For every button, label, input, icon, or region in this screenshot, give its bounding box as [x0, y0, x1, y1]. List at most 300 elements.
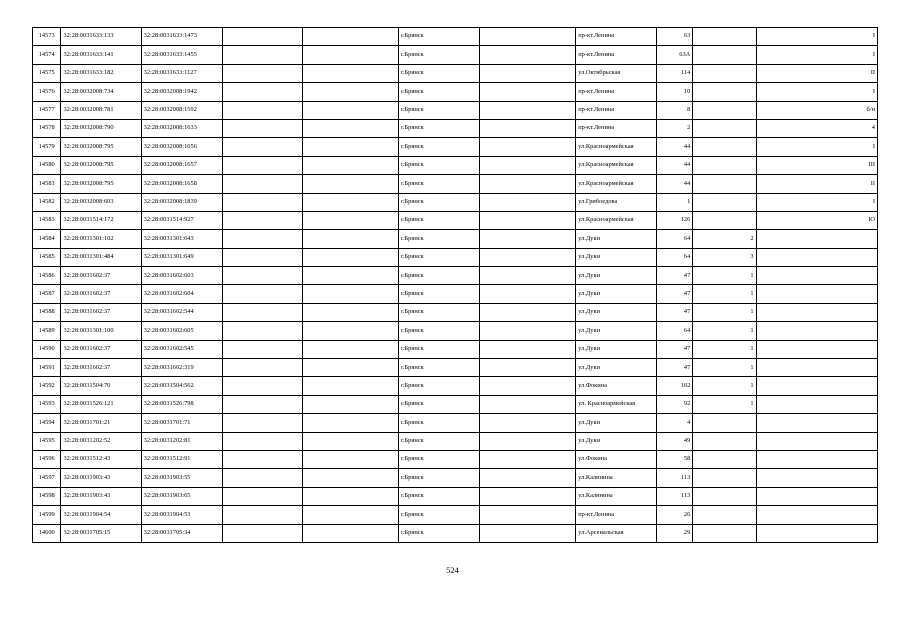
empty-cell: [303, 64, 399, 82]
row-number: 14594: [33, 414, 61, 432]
empty-cell: [303, 524, 399, 542]
city: г.Брянск: [399, 340, 480, 358]
empty-cell: [222, 193, 302, 211]
cadastral-parcel: 32:28:0031633:133: [61, 28, 141, 46]
building-number: [756, 414, 877, 432]
cadastral-parcel: 32:28:0031633:182: [61, 64, 141, 82]
row-number: 14587: [33, 285, 61, 303]
cadastral-parcel: 32:28:0031301:102: [61, 230, 141, 248]
empty-cell: [222, 46, 302, 64]
empty-cell: [303, 377, 399, 395]
table-row: [33, 340, 878, 358]
empty-cell: [222, 524, 302, 542]
building-number: [756, 285, 877, 303]
empty-cell: [222, 395, 302, 413]
house-number: 47: [657, 340, 693, 358]
building-number: I: [756, 138, 877, 156]
building-number: [756, 340, 877, 358]
city: г.Брянск: [399, 46, 480, 64]
table-row: [33, 303, 878, 321]
unit-number: [693, 119, 756, 137]
cadastral-parcel: 32:28:0032008:795: [61, 138, 141, 156]
empty-cell: [222, 487, 302, 505]
empty-cell: [480, 340, 576, 358]
unit-number: [693, 101, 756, 119]
empty-cell: [222, 248, 302, 266]
city: г.Брянск: [399, 487, 480, 505]
city: г.Брянск: [399, 377, 480, 395]
empty-cell: [480, 359, 576, 377]
cadastral-object: 32:28:0031602:319: [141, 359, 222, 377]
page-number: 524: [446, 565, 459, 575]
building-number: [756, 248, 877, 266]
cadastral-parcel: 32:28:0031202:52: [61, 432, 141, 450]
empty-cell: [480, 64, 576, 82]
house-number: 26: [657, 506, 693, 524]
empty-cell: [303, 359, 399, 377]
street: ул.Дуки: [576, 303, 657, 321]
house-number: 64: [657, 230, 693, 248]
building-number: [756, 267, 877, 285]
street: ул.Октябрьская: [576, 64, 657, 82]
table-row: [33, 506, 878, 524]
city: г.Брянск: [399, 285, 480, 303]
unit-number: [693, 64, 756, 82]
street: ул.Красноармейская: [576, 138, 657, 156]
empty-cell: [303, 450, 399, 468]
table-row: [33, 414, 878, 432]
empty-cell: [222, 101, 302, 119]
empty-cell: [303, 193, 399, 211]
building-number: II: [756, 64, 877, 82]
city: г.Брянск: [399, 524, 480, 542]
row-number: 14583: [33, 211, 61, 229]
unit-number: [693, 211, 756, 229]
empty-cell: [303, 119, 399, 137]
cadastral-parcel: 32:28:0031705:15: [61, 524, 141, 542]
empty-cell: [303, 248, 399, 266]
empty-cell: [480, 156, 576, 174]
house-number: 4: [657, 414, 693, 432]
house-number: 44: [657, 138, 693, 156]
empty-cell: [480, 193, 576, 211]
house-number: 63А: [657, 46, 693, 64]
row-number: 14596: [33, 450, 61, 468]
cadastral-parcel: 32:28:0031602:37: [61, 267, 141, 285]
city: г.Брянск: [399, 64, 480, 82]
house-number: 10: [657, 83, 693, 101]
empty-cell: [303, 414, 399, 432]
empty-cell: [303, 156, 399, 174]
house-number: 92: [657, 395, 693, 413]
house-number: 47: [657, 285, 693, 303]
empty-cell: [303, 322, 399, 340]
empty-cell: [303, 340, 399, 358]
house-number: 64: [657, 248, 693, 266]
empty-cell: [480, 377, 576, 395]
building-number: II: [756, 175, 877, 193]
empty-cell: [222, 450, 302, 468]
empty-cell: [222, 28, 302, 46]
city: г.Брянск: [399, 267, 480, 285]
empty-cell: [480, 28, 576, 46]
building-number: [756, 377, 877, 395]
empty-cell: [222, 340, 302, 358]
empty-cell: [303, 303, 399, 321]
row-number: 14591: [33, 359, 61, 377]
cadastral-parcel: 32:28:0032008:781: [61, 101, 141, 119]
cadastral-parcel: 32:28:0031701:21: [61, 414, 141, 432]
unit-number: [693, 450, 756, 468]
empty-cell: [480, 524, 576, 542]
empty-cell: [480, 267, 576, 285]
unit-number: 1: [693, 303, 756, 321]
empty-cell: [303, 83, 399, 101]
cadastral-object: 32:28:0031514:927: [141, 211, 222, 229]
house-number: 49: [657, 432, 693, 450]
unit-number: 1: [693, 377, 756, 395]
row-number: 14589: [33, 322, 61, 340]
house-number: 44: [657, 156, 693, 174]
cadastral-object: 32:28:0031301:649: [141, 248, 222, 266]
cadastral-table: [32, 27, 878, 543]
unit-number: [693, 83, 756, 101]
empty-cell: [480, 506, 576, 524]
empty-cell: [480, 119, 576, 137]
cadastral-parcel: 32:28:0032008:795: [61, 156, 141, 174]
empty-cell: [303, 175, 399, 193]
street: ул.Арсенальская: [576, 524, 657, 542]
empty-cell: [222, 414, 302, 432]
street: ул.Красноармейская: [576, 211, 657, 229]
street: ул.Дуки: [576, 340, 657, 358]
cadastral-object: 32:28:0031705:34: [141, 524, 222, 542]
unit-number: [693, 46, 756, 64]
street: ул.Дуки: [576, 432, 657, 450]
cadastral-object: 32:28:0031701:71: [141, 414, 222, 432]
empty-cell: [480, 450, 576, 468]
row-number: 14599: [33, 506, 61, 524]
unit-number: [693, 414, 756, 432]
building-number: [756, 230, 877, 248]
table-row: [33, 175, 878, 193]
city: г.Брянск: [399, 119, 480, 137]
street: пр-кт.Ленина: [576, 46, 657, 64]
empty-cell: [222, 377, 302, 395]
cadastral-parcel: 32:28:0031301:100: [61, 322, 141, 340]
house-number: 1: [657, 193, 693, 211]
house-number: 64: [657, 322, 693, 340]
empty-cell: [222, 359, 302, 377]
empty-cell: [303, 285, 399, 303]
empty-cell: [480, 303, 576, 321]
cadastral-parcel: 32:28:0032008:790: [61, 119, 141, 137]
house-number: 113: [657, 469, 693, 487]
row-number: 14597: [33, 469, 61, 487]
table-row: [33, 322, 878, 340]
cadastral-object: 32:28:0032008:1633: [141, 119, 222, 137]
cadastral-object: 32:28:0031602:605: [141, 322, 222, 340]
cadastral-object: 32:28:0031504:562: [141, 377, 222, 395]
unit-number: [693, 28, 756, 46]
table-row: [33, 230, 878, 248]
empty-cell: [303, 487, 399, 505]
city: г.Брянск: [399, 359, 480, 377]
empty-cell: [480, 322, 576, 340]
street: ул.Дуки: [576, 414, 657, 432]
cadastral-object: 32:28:0031633:1127: [141, 64, 222, 82]
cadastral-object: 32:28:0032008:1657: [141, 156, 222, 174]
table-row: [33, 359, 878, 377]
empty-cell: [222, 83, 302, 101]
table-row: [33, 248, 878, 266]
building-number: [756, 359, 877, 377]
cadastral-parcel: 32:28:0031633:141: [61, 46, 141, 64]
unit-number: [693, 487, 756, 505]
table-body: [33, 28, 878, 543]
building-number: I: [756, 46, 877, 64]
house-number: 126: [657, 211, 693, 229]
table-row: [33, 487, 878, 505]
street: пр-кт.Ленина: [576, 83, 657, 101]
house-number: 114: [657, 64, 693, 82]
cadastral-parcel: 32:28:0031301:484: [61, 248, 141, 266]
city: г.Брянск: [399, 450, 480, 468]
row-number: 14574: [33, 46, 61, 64]
empty-cell: [222, 322, 302, 340]
cadastral-parcel: 32:28:0032008:734: [61, 83, 141, 101]
unit-number: 3: [693, 248, 756, 266]
cadastral-object: 32:28:0031602:603: [141, 267, 222, 285]
row-number: 14575: [33, 64, 61, 82]
cadastral-object: 32:28:0031526:798: [141, 395, 222, 413]
cadastral-object: 32:28:0031301:643: [141, 230, 222, 248]
empty-cell: [222, 432, 302, 450]
cadastral-parcel: 32:28:0031903:43: [61, 487, 141, 505]
empty-cell: [222, 211, 302, 229]
house-number: 44: [657, 175, 693, 193]
table-row: [33, 285, 878, 303]
empty-cell: [480, 138, 576, 156]
building-number: III: [756, 156, 877, 174]
cadastral-parcel: 32:28:0031602:37: [61, 285, 141, 303]
building-number: [756, 524, 877, 542]
city: г.Брянск: [399, 193, 480, 211]
empty-cell: [222, 469, 302, 487]
empty-cell: [222, 138, 302, 156]
table-row: [33, 469, 878, 487]
empty-cell: [480, 414, 576, 432]
table-row: [33, 64, 878, 82]
unit-number: [693, 506, 756, 524]
empty-cell: [222, 119, 302, 137]
unit-number: [693, 175, 756, 193]
row-number: 14573: [33, 28, 61, 46]
row-number: 14579: [33, 138, 61, 156]
unit-number: [693, 138, 756, 156]
table-row: [33, 119, 878, 137]
table-row: [33, 101, 878, 119]
cadastral-parcel: 32:28:0032008:603: [61, 193, 141, 211]
cadastral-object: 32:28:0031512:91: [141, 450, 222, 468]
row-number: 14600: [33, 524, 61, 542]
city: г.Брянск: [399, 414, 480, 432]
cadastral-parcel: 32:28:0031903:43: [61, 469, 141, 487]
house-number: 29: [657, 524, 693, 542]
street: пр-кт.Ленина: [576, 119, 657, 137]
empty-cell: [303, 101, 399, 119]
building-number: I: [756, 193, 877, 211]
city: г.Брянск: [399, 175, 480, 193]
cadastral-object: 32:28:0031903:55: [141, 469, 222, 487]
cadastral-parcel: 32:28:0031514:172: [61, 211, 141, 229]
unit-number: 1: [693, 340, 756, 358]
table-row: [33, 46, 878, 64]
building-number: 4: [756, 119, 877, 137]
table-row: [33, 432, 878, 450]
row-number: 14595: [33, 432, 61, 450]
table-row: [33, 450, 878, 468]
street: ул.Дуки: [576, 230, 657, 248]
empty-cell: [480, 101, 576, 119]
empty-cell: [303, 230, 399, 248]
unit-number: 1: [693, 322, 756, 340]
cadastral-parcel: 32:28:0031904:54: [61, 506, 141, 524]
building-number: [756, 469, 877, 487]
cadastral-object: 32:28:0032008:1656: [141, 138, 222, 156]
table-row: [33, 193, 878, 211]
unit-number: 1: [693, 285, 756, 303]
table-row: [33, 267, 878, 285]
row-number: 14593: [33, 395, 61, 413]
cadastral-object: 32:28:0032008:1839: [141, 193, 222, 211]
cadastral-parcel: 32:28:0031602:37: [61, 340, 141, 358]
row-number: 14584: [33, 230, 61, 248]
row-number: 14592: [33, 377, 61, 395]
empty-cell: [222, 175, 302, 193]
empty-cell: [480, 432, 576, 450]
city: г.Брянск: [399, 303, 480, 321]
house-number: 47: [657, 303, 693, 321]
empty-cell: [303, 46, 399, 64]
cadastral-object: 32:28:0031602:544: [141, 303, 222, 321]
empty-cell: [480, 211, 576, 229]
house-number: 47: [657, 359, 693, 377]
building-number: [756, 395, 877, 413]
row-number: 14581: [33, 175, 61, 193]
cadastral-parcel: 32:28:0032008:795: [61, 175, 141, 193]
city: г.Брянск: [399, 432, 480, 450]
row-number: 14578: [33, 119, 61, 137]
city: г.Брянск: [399, 322, 480, 340]
cadastral-object: 32:28:0031903:65: [141, 487, 222, 505]
cadastral-object: 32:28:0031602:545: [141, 340, 222, 358]
street: пр-кт.Ленина: [576, 101, 657, 119]
city: г.Брянск: [399, 138, 480, 156]
unit-number: 1: [693, 395, 756, 413]
cadastral-object: 32:28:0031633:1473: [141, 28, 222, 46]
row-number: 14580: [33, 156, 61, 174]
city: г.Брянск: [399, 395, 480, 413]
city: г.Брянск: [399, 211, 480, 229]
street: ул.Калинина: [576, 469, 657, 487]
cadastral-object: 32:28:0031904:53: [141, 506, 222, 524]
building-number: [756, 303, 877, 321]
row-number: 14576: [33, 83, 61, 101]
empty-cell: [480, 487, 576, 505]
building-number: б/н: [756, 101, 877, 119]
street: ул. Красноармейская: [576, 395, 657, 413]
empty-cell: [480, 248, 576, 266]
table-row: [33, 377, 878, 395]
row-number: 14590: [33, 340, 61, 358]
unit-number: [693, 193, 756, 211]
unit-number: [693, 432, 756, 450]
street: ул.Красноармейская: [576, 156, 657, 174]
unit-number: [693, 469, 756, 487]
empty-cell: [222, 230, 302, 248]
house-number: 113: [657, 487, 693, 505]
empty-cell: [480, 46, 576, 64]
cadastral-object: 32:28:0031202:81: [141, 432, 222, 450]
city: г.Брянск: [399, 230, 480, 248]
unit-number: 1: [693, 359, 756, 377]
house-number: 8: [657, 101, 693, 119]
cadastral-parcel: 32:28:0031512:43: [61, 450, 141, 468]
cadastral-parcel: 32:28:0031504:70: [61, 377, 141, 395]
street: ул.Дуки: [576, 248, 657, 266]
street: пр-кт.Ленина: [576, 28, 657, 46]
row-number: 14598: [33, 487, 61, 505]
empty-cell: [303, 395, 399, 413]
row-number: 14577: [33, 101, 61, 119]
empty-cell: [303, 469, 399, 487]
street: ул.Фокина: [576, 450, 657, 468]
empty-cell: [303, 211, 399, 229]
building-number: I: [756, 83, 877, 101]
row-number: 14588: [33, 303, 61, 321]
empty-cell: [222, 285, 302, 303]
table-row: [33, 395, 878, 413]
city: г.Брянск: [399, 83, 480, 101]
empty-cell: [303, 28, 399, 46]
row-number: 14582: [33, 193, 61, 211]
empty-cell: [480, 395, 576, 413]
building-number: I: [756, 28, 877, 46]
empty-cell: [222, 267, 302, 285]
empty-cell: [480, 469, 576, 487]
unit-number: [693, 156, 756, 174]
empty-cell: [222, 156, 302, 174]
empty-cell: [222, 303, 302, 321]
table-row: [33, 211, 878, 229]
cadastral-object: 32:28:0031633:1455: [141, 46, 222, 64]
street: ул.Дуки: [576, 285, 657, 303]
city: г.Брянск: [399, 469, 480, 487]
city: г.Брянск: [399, 506, 480, 524]
house-number: 47: [657, 267, 693, 285]
unit-number: 1: [693, 267, 756, 285]
street: пр-кт.Ленина: [576, 506, 657, 524]
empty-cell: [480, 175, 576, 193]
house-number: 58: [657, 450, 693, 468]
building-number: [756, 450, 877, 468]
unit-number: [693, 524, 756, 542]
empty-cell: [303, 138, 399, 156]
empty-cell: [480, 83, 576, 101]
city: г.Брянск: [399, 248, 480, 266]
street: ул.Красноармейская: [576, 175, 657, 193]
